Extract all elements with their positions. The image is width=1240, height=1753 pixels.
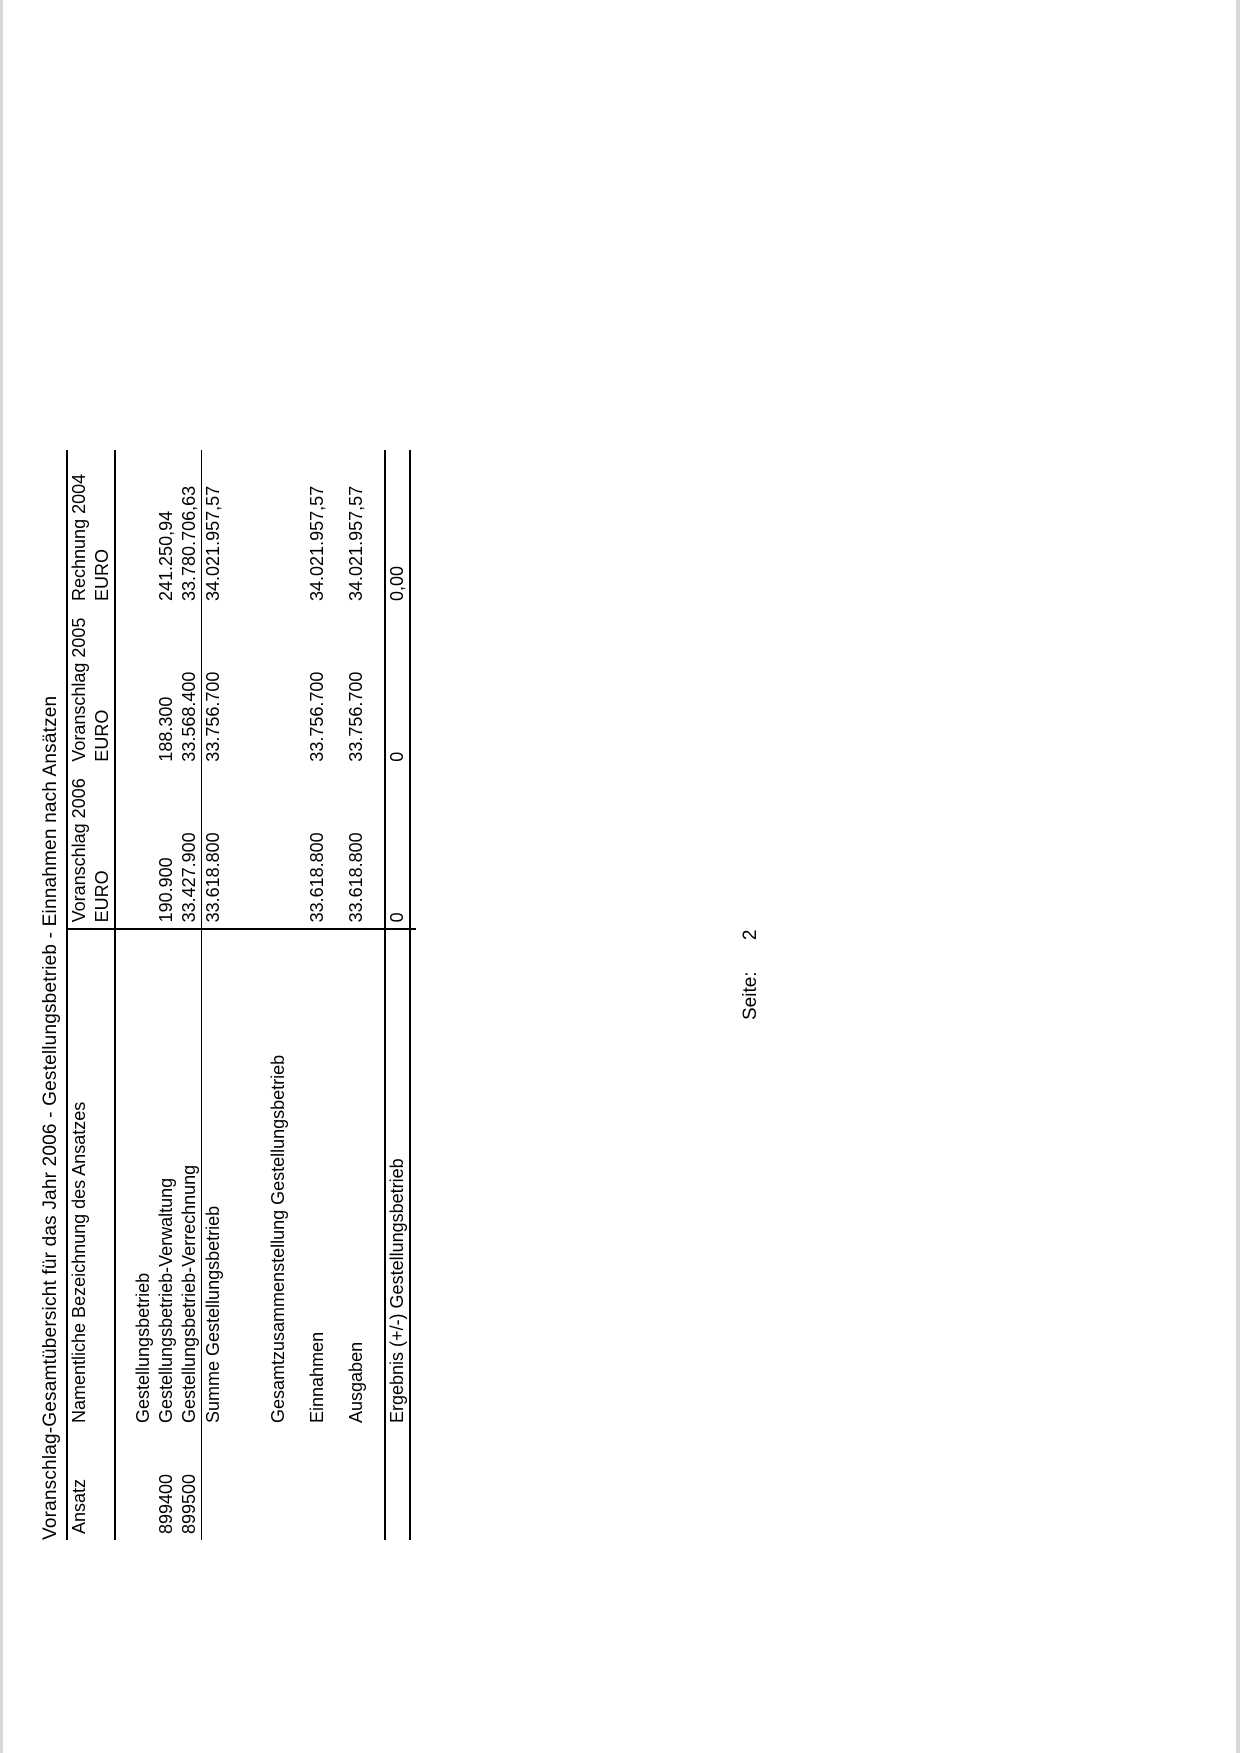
spacer-row — [290, 450, 306, 1540]
result-double-underline — [410, 450, 416, 1540]
summary-einnahmen-rech2004: 34.021.957,57 — [307, 485, 327, 601]
row-description: Gestellungsbetrieb-Verrechnung — [179, 1164, 199, 1423]
row-description: Gestellungsbetrieb-Verwaltung — [156, 1177, 176, 1423]
summary-label-einnahmen: Einnahmen — [307, 1331, 327, 1423]
result-row — [385, 450, 410, 1540]
sum-label: Summe Gestellungsbetrieb — [202, 929, 226, 1429]
budget-document — [40, 200, 761, 1540]
summary-title: Gesamtzusammenstellung Gestellungsbetrieb — [268, 1054, 288, 1423]
footer-page-number: 2 — [740, 929, 761, 941]
summary-ausgaben-va2006: 33.618.800 — [345, 768, 368, 930]
budget-table — [66, 450, 416, 1540]
table-row — [155, 450, 178, 1540]
result-label: Ergebnis (+/-) Gestellungsbetrieb — [385, 929, 410, 1429]
summary-row — [306, 450, 329, 1540]
sum-rech2004: 34.021.957,57 — [202, 450, 226, 607]
row-va2005: 33.568.400 — [179, 671, 199, 762]
result-va2005: 0 — [385, 607, 410, 768]
spacer-row — [225, 450, 267, 1540]
scan-artifact-right — [1236, 0, 1240, 1753]
sum-row — [202, 450, 226, 1540]
result-va2006: 0 — [385, 768, 410, 930]
header-va2006-line1: Voranschlag 2006 — [67, 768, 91, 930]
header-rech2004-line2: EURO — [91, 450, 115, 607]
header-rech2004-line1: Rechnung 2004 — [67, 450, 91, 607]
section-title-row — [132, 450, 155, 1540]
header-va2005-line2: EURO — [91, 607, 115, 768]
row-rech2004: 33.780.706,63 — [179, 485, 199, 601]
page-footer — [740, 930, 762, 1020]
spacer-row — [115, 450, 132, 1540]
sum-va2005: 33.756.700 — [202, 607, 226, 768]
row-va2005: 188.300 — [156, 696, 176, 762]
summary-einnahmen-va2005: 33.756.700 — [307, 671, 327, 762]
row-ansatz: 899400 — [156, 1473, 176, 1534]
footer-label: Seite: — [740, 971, 761, 1020]
table-row — [178, 450, 202, 1540]
header-description: Namentliche Bezeichnung des Ansatzes — [67, 929, 91, 1429]
summary-row — [345, 450, 368, 1540]
scanned-page — [0, 140, 980, 1600]
row-va2006: 33.427.900 — [178, 768, 202, 930]
table-header-row-1 — [67, 450, 91, 1540]
sum-va2006: 33.618.800 — [202, 768, 226, 930]
row-ansatz: 899500 — [179, 1473, 199, 1534]
summary-einnahmen-va2006: 33.618.800 — [306, 768, 329, 930]
summary-ausgaben-rech2004: 34.021.957,57 — [346, 485, 366, 601]
row-va2006: 190.900 — [155, 768, 178, 930]
header-va2005-line1: Voranschlag 2005 — [67, 607, 91, 768]
spacer-row — [368, 450, 385, 1540]
result-rech2004: 0,00 — [385, 450, 410, 607]
spacer-row — [329, 450, 345, 1540]
row-rech2004: 241.250,94 — [156, 510, 176, 601]
summary-ausgaben-va2005: 33.756.700 — [346, 671, 366, 762]
header-ansatz-blank — [91, 1429, 115, 1540]
page-title: Voranschlag-Gesamtübersicht für das Jahr 2006 - Gestellungsbetrieb - Einnahmen nach Ansätzen — [40, 695, 61, 1540]
table-header-row-2 — [91, 450, 115, 1540]
header-va2006-line2: EURO — [91, 768, 115, 930]
header-description-blank — [91, 929, 115, 1429]
summary-title-row — [267, 450, 290, 1540]
summary-label-ausgaben: Ausgaben — [346, 1341, 366, 1423]
section-title: Gestellungsbetrieb — [133, 1272, 153, 1423]
header-ansatz: Ansatz — [67, 1429, 91, 1540]
